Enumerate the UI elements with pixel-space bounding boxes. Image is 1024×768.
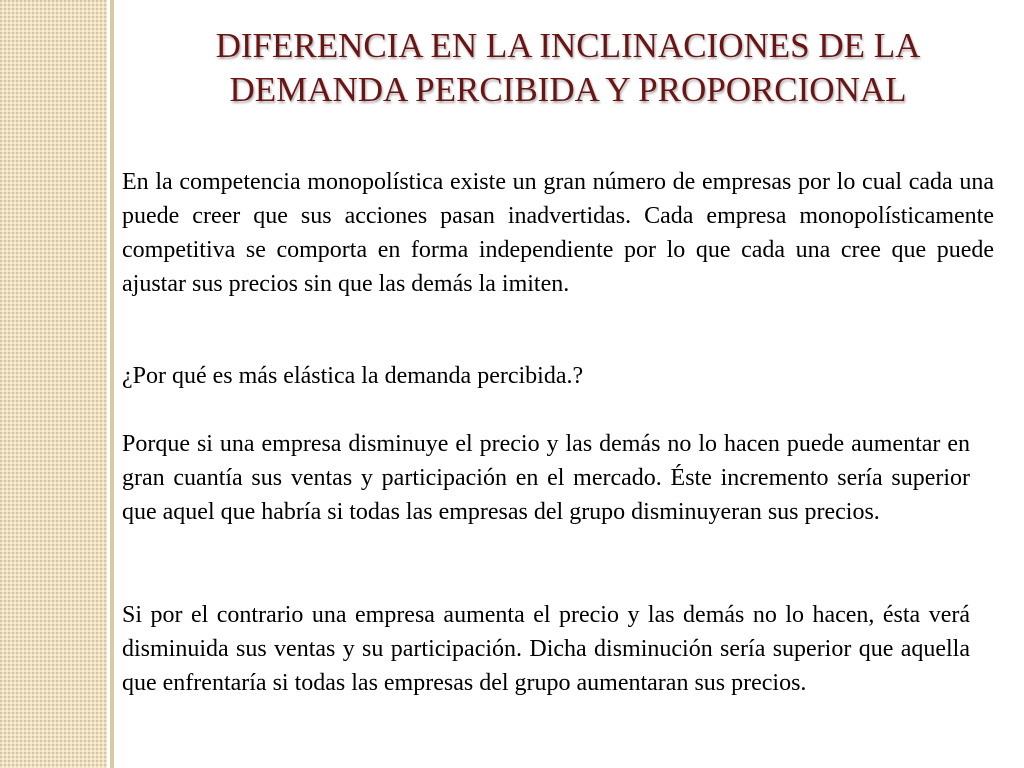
paragraph-competencia: En la competencia monopolística existe un gran número de empresas por lo cual cada una puede creer que sus acciones pasan inadvertidas. Cada empresa monopolísticamente competitiva se comporta en forma independiente por lo que cada una cree que puede ajustar sus precios sin que las demás la imiten. <box>122 169 994 297</box>
paragraph-aumenta-precio: Si por el contrario una empresa aumenta el precio y las demás no lo hacen, ésta verá disminuida sus ventas y su participación. Dicha disminución sería superior que aquella que enfrentaría si todas las empresas del grupo aumentaran sus precios. <box>122 602 970 696</box>
decorative-side-panel <box>0 0 107 768</box>
question-elasticidad: ¿Por qué es más elástica la demanda percibida.? <box>122 363 584 389</box>
slide-title-line-2: DEMANDA PERCIBIDA Y PROPORCIONAL <box>229 70 907 109</box>
slide-title-line-1: DIFERENCIA EN LA INCLINACIONES DE LA <box>215 26 921 65</box>
decorative-divider <box>110 0 114 768</box>
paragraph-disminuye-precio: Porque si una empresa disminuye el precio y las demás no lo hacen puede aumentar en gran cuantía sus ventas y participación en el mercado. Éste incremento sería superior que aquel que habría si todas las empresas del grupo disminuyeran sus precios. <box>122 431 970 525</box>
slide-title <box>118 24 1018 112</box>
